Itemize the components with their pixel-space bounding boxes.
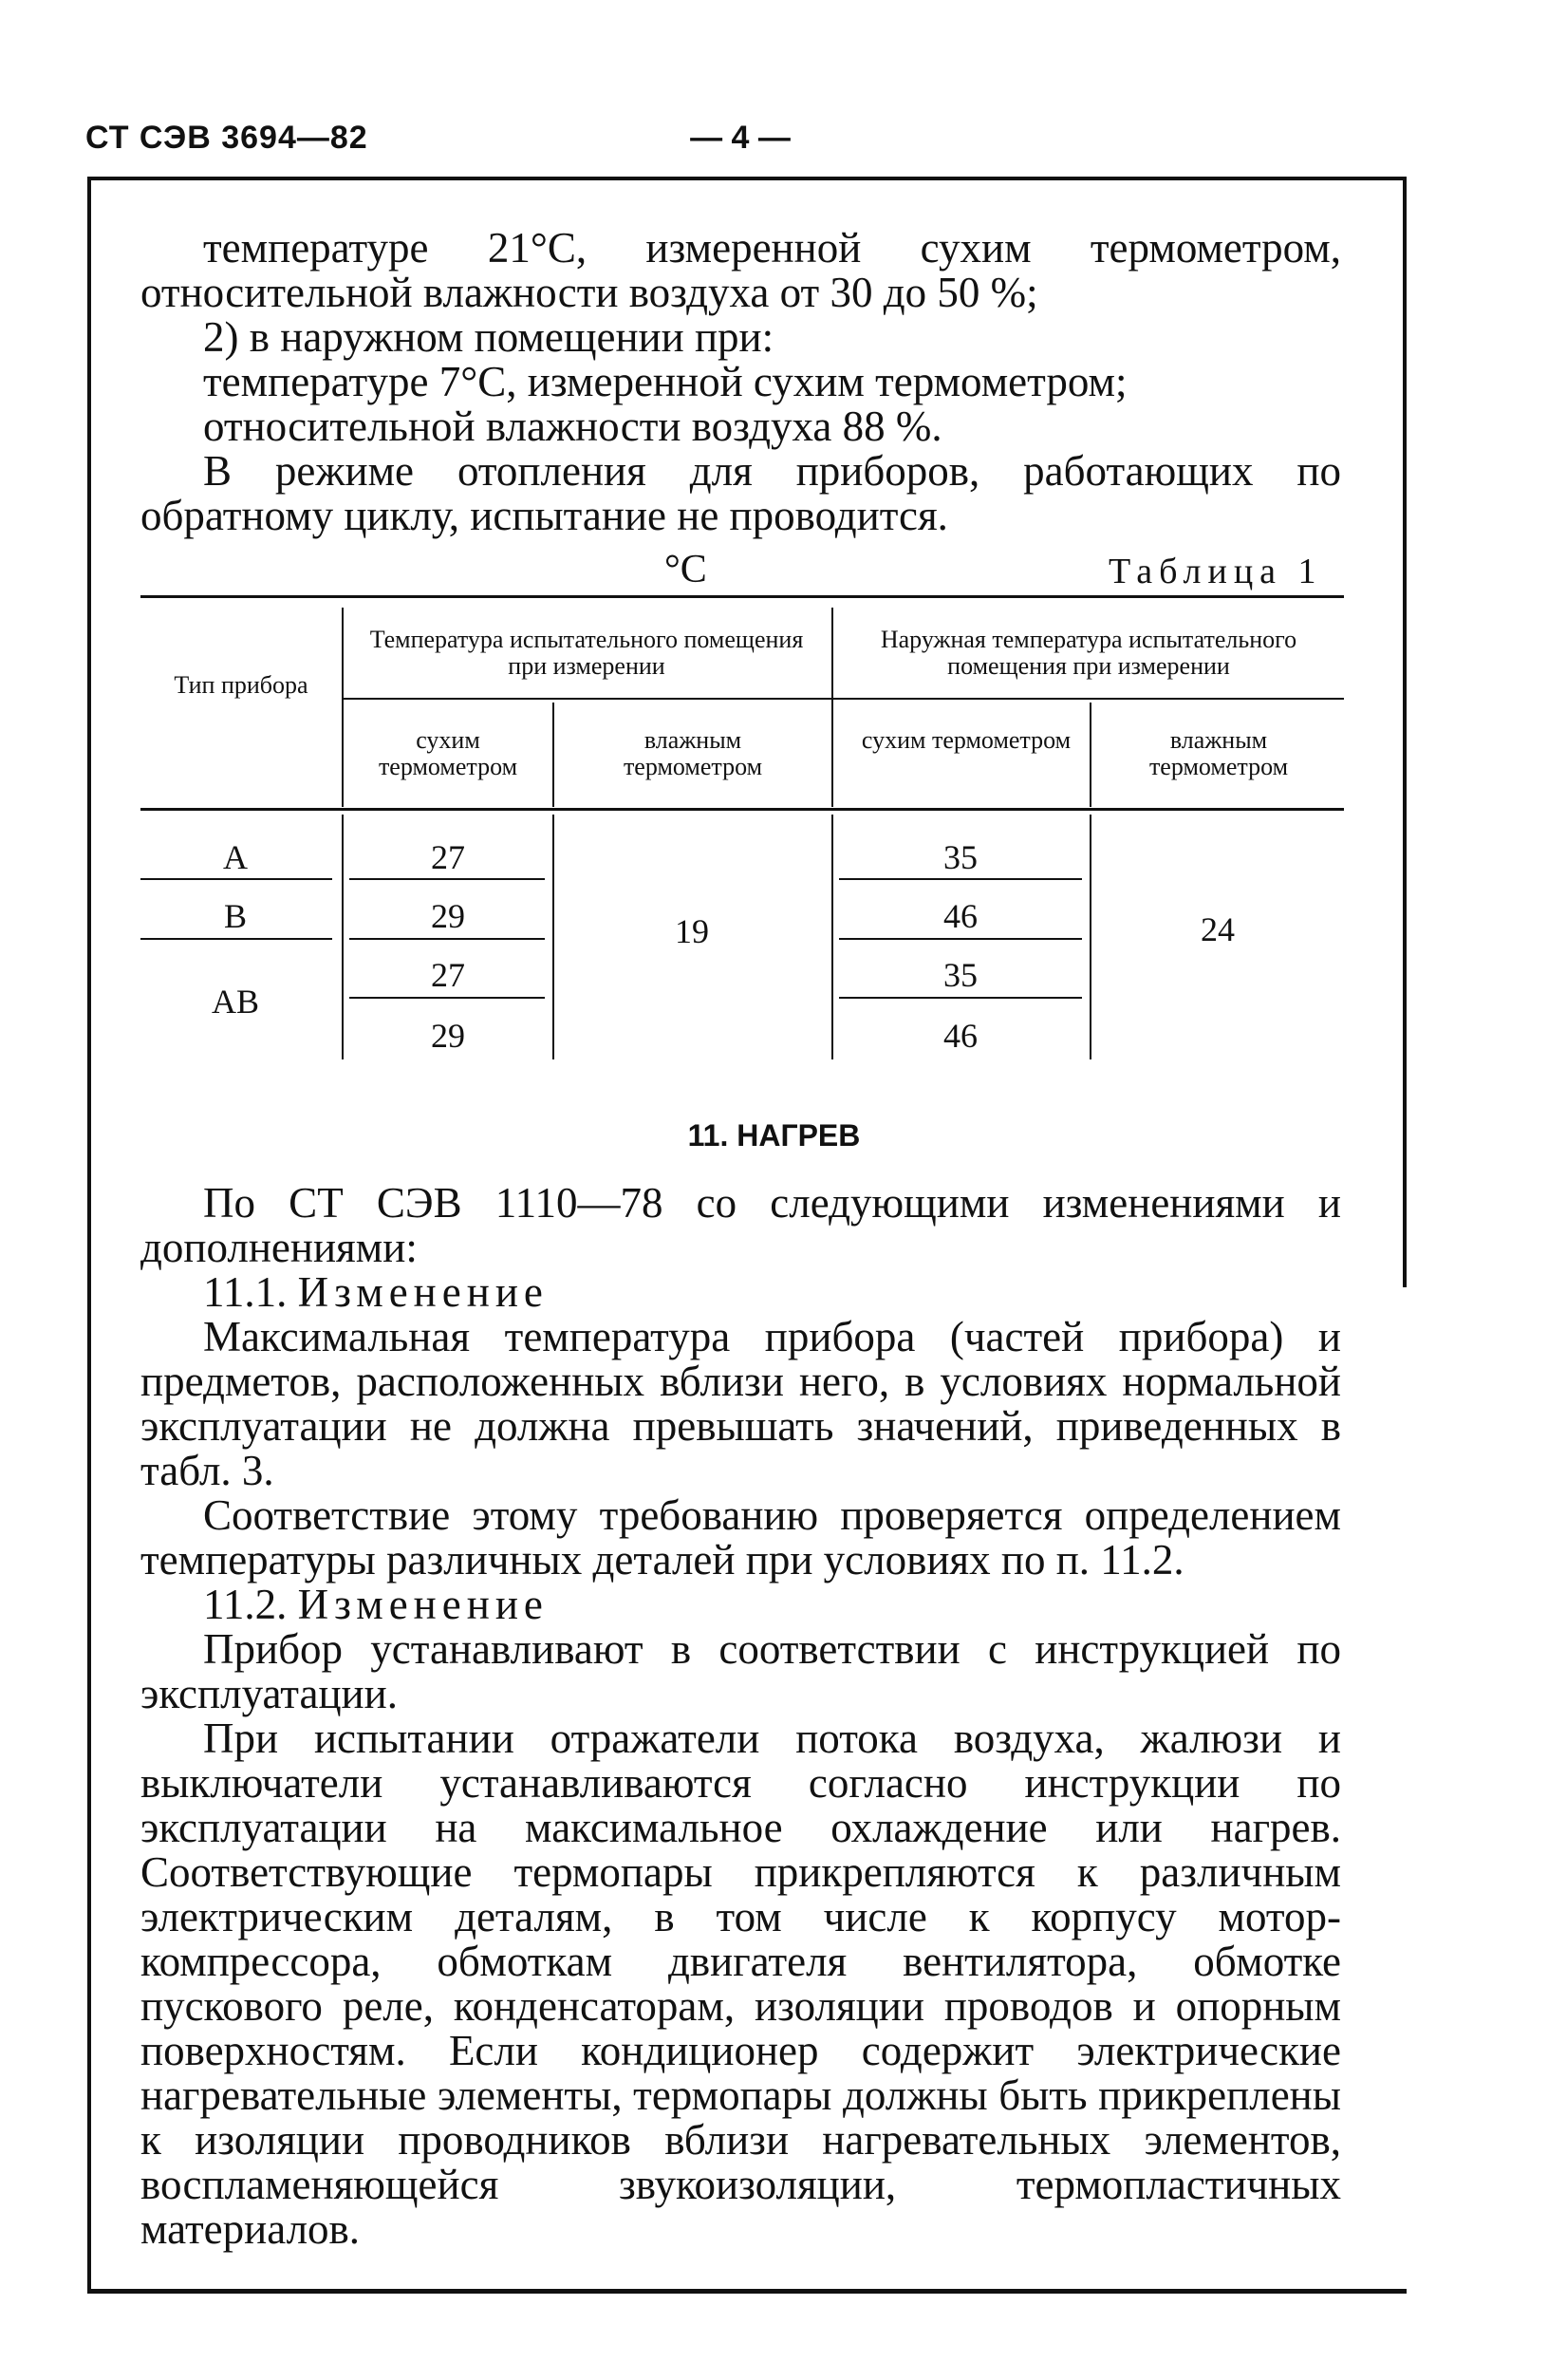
intro-line-2: 2) в наружном помещении при: bbox=[203, 313, 774, 361]
frame-left-rule bbox=[87, 177, 91, 2294]
para-install: Прибор устанавливают в соответствии с инструкцией по эксплуатации. bbox=[140, 1625, 1341, 1717]
subheading-11-1 bbox=[140, 1270, 1341, 1315]
row-rule-c3 bbox=[349, 997, 545, 999]
page-number: — 4 — bbox=[690, 120, 791, 156]
para-max-temp: Максимальная температура прибора (частей прибора) и предметов, расположенных вблизи него, в условиях нормальной эксплуатации не должна превышать значений, приведенных в табл. 3. bbox=[140, 1313, 1341, 1494]
group2-header: Наружная температура испытательного помещения при измерении bbox=[880, 626, 1297, 680]
row-rule-d2 bbox=[839, 938, 1082, 940]
table-vrule-4 bbox=[1090, 703, 1091, 807]
row-rule-c1 bbox=[349, 878, 545, 880]
frame-top-rule bbox=[87, 177, 1407, 180]
intro-line-3: температуре 7°С, измеренной сухим термометром; bbox=[203, 358, 1128, 405]
table-title: Таблица 1 bbox=[1109, 552, 1323, 591]
row-rule-a bbox=[140, 878, 332, 880]
dry-outer-1: 35 bbox=[943, 838, 978, 876]
col-type-header: Тип прибора bbox=[174, 671, 308, 699]
dry-inner-4: 29 bbox=[431, 1017, 465, 1055]
dry-outer-2: 46 bbox=[943, 897, 978, 935]
table-unit: °С bbox=[664, 548, 707, 591]
intro-line-4: относительной влажности воздуха 88 %. bbox=[203, 403, 942, 450]
row-rule-c2 bbox=[349, 938, 545, 940]
table-vrule-3 bbox=[831, 608, 833, 807]
intro-line-5: В режиме отопления для приборов, работающих по обратному циклу, испытание не проводится. bbox=[140, 447, 1341, 539]
subheading-11-1-word: Изменение bbox=[297, 1268, 549, 1316]
sub1-header: сухим термометром bbox=[378, 726, 518, 780]
group1-header: Температура испытательного помещения при измерении bbox=[369, 626, 804, 680]
dry-inner-1: 27 bbox=[431, 838, 465, 876]
intro-line-1: температуре 21°С, измеренной сухим термометром, относительной влажности воздуха от 30 до 50 %; bbox=[140, 224, 1341, 316]
para-testing: При испытании отражатели потока воздуха, жалюзи и выключатели устанавливаются согласно инструкции по эксплуатации на максимальное охлаждение или нагрев. Соответствующие термопары прикрепляются к различным электрическим деталям, в том числе к корпусу мотор-компрессора, обмоткам двигателя вентилятора, обмотке пускового реле, конденсаторам, изоляции проводов и опорным поверхностям. Если кондиционер содержит электрические нагревательные элементы, термопары должны быть прикреплены к изоляции проводников вблизи нагревательных элементов, воспламеняющейся звукоизоляции, термопластичных материалов. bbox=[140, 1715, 1341, 2253]
subheading-11-2 bbox=[140, 1583, 1341, 1627]
para-intro: По СТ СЭВ 1110—78 со следующими изменениями и дополнениями: bbox=[140, 1179, 1341, 1271]
table-body-vrule-1 bbox=[342, 815, 344, 1059]
para-compliance: Соответствие этому требованию проверяется определением температуры различных деталей при условиях по п. 11.2. bbox=[140, 1491, 1341, 1584]
table-vrule-1 bbox=[342, 608, 344, 807]
row-rule-d3 bbox=[839, 997, 1082, 999]
subheading-11-2-number: 11.2. bbox=[203, 1581, 288, 1628]
wet-inner: 19 bbox=[675, 912, 709, 950]
subheading-11-2-word: Изменение bbox=[297, 1581, 549, 1628]
dry-inner-2: 29 bbox=[431, 897, 465, 935]
section-title: 11. НАГРЕВ bbox=[687, 1118, 861, 1153]
dry-outer-4: 46 bbox=[943, 1017, 978, 1055]
row-rule-d1 bbox=[839, 878, 1082, 880]
sub2-header: влажным термометром bbox=[623, 726, 763, 780]
dry-outer-3: 35 bbox=[943, 956, 978, 994]
row-rule-b bbox=[140, 938, 332, 940]
intro-text bbox=[140, 226, 1341, 538]
type-ab: АВ bbox=[211, 983, 259, 1021]
wet-outer: 24 bbox=[1201, 910, 1235, 948]
table-head-rule bbox=[140, 808, 1344, 811]
table-vrule-2 bbox=[552, 703, 554, 807]
table-top-rule bbox=[140, 595, 1344, 598]
section-body bbox=[140, 1181, 1341, 2252]
subheading-11-1-number: 11.1. bbox=[203, 1268, 288, 1316]
dry-inner-3: 27 bbox=[431, 956, 465, 994]
frame-bottom-rule bbox=[87, 2289, 1407, 2294]
sub3-header: сухим термометром bbox=[861, 726, 1072, 754]
sub4-header: влажным термометром bbox=[1148, 726, 1289, 780]
table-sub-rule bbox=[342, 698, 1344, 700]
type-a: А bbox=[223, 838, 248, 876]
type-b: В bbox=[223, 897, 247, 935]
standard-code: СТ СЭВ 3694—82 bbox=[85, 120, 368, 156]
